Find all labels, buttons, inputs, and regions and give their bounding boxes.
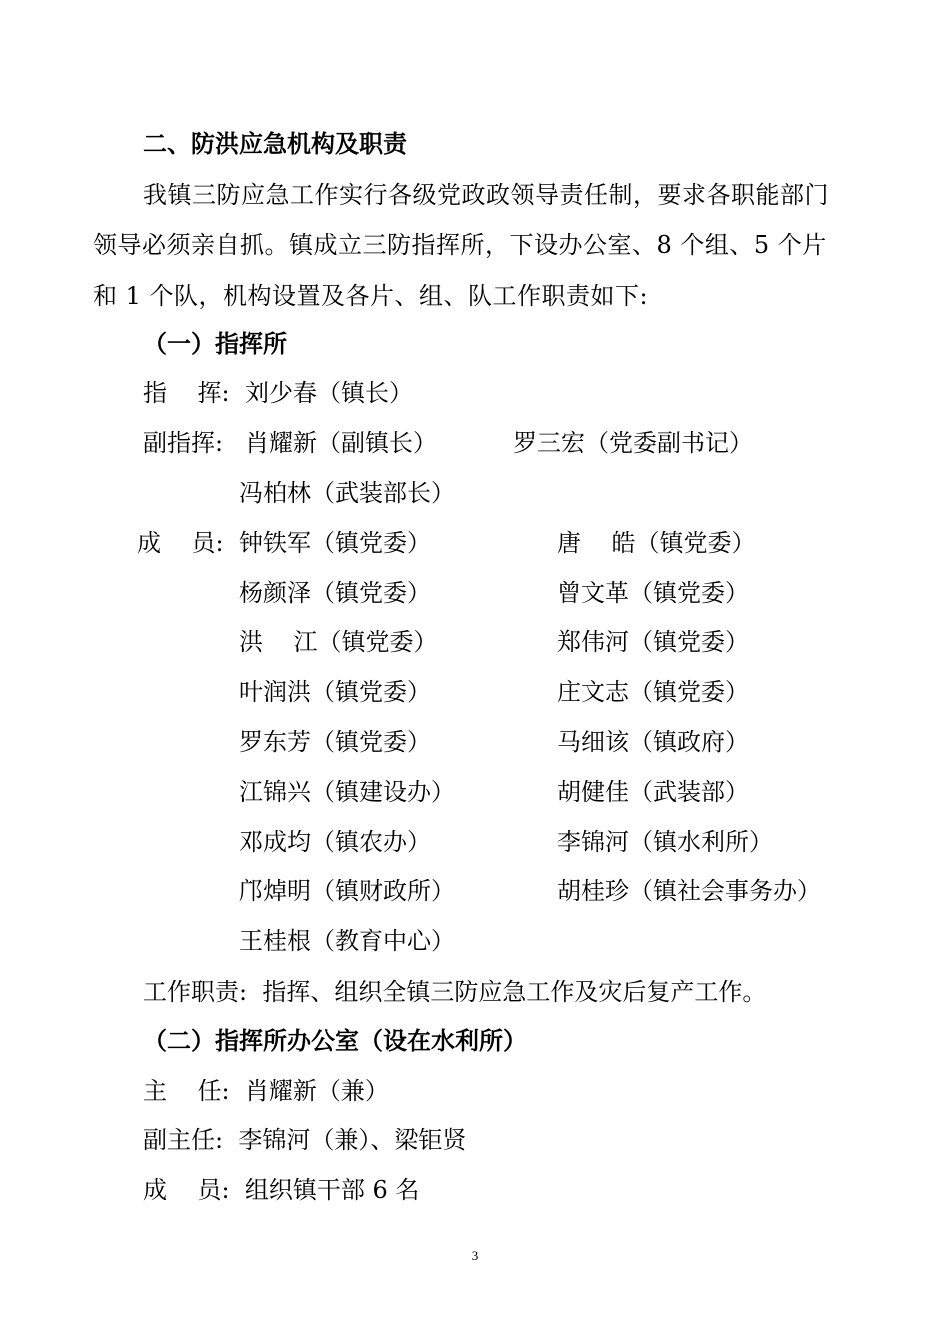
commander-label: 指 挥: (143, 379, 230, 407)
member-right: 曾文革（镇党委） (557, 579, 749, 607)
intro-line-3: 和 1 个队，机构设置及各片、组、队工作职责如下: (93, 282, 649, 310)
commander-name: 刘少春（镇长） (245, 379, 413, 407)
deputy-label: 副指挥: (143, 429, 224, 457)
member-left: 邝焯明（镇财政所） (239, 877, 455, 905)
member-left: 邓成均（镇农办） (239, 828, 431, 856)
members-label: 成 员: (137, 529, 224, 557)
member-left: 洪 江（镇党委） (239, 628, 438, 656)
section-heading: 二、防洪应急机构及职责 (143, 129, 407, 158)
office-members: 成 员: 组织镇干部 6 名 (143, 1176, 420, 1204)
page-number: 3 (471, 1248, 479, 1263)
member-right: 马细该（镇政府） (557, 728, 749, 756)
deputy-name: 肖耀新（副镇长） (245, 429, 437, 457)
deputy-name: 罗三宏（党委副书记） (513, 429, 753, 457)
intro-line-1: 我镇三防应急工作实行各级党政政领导责任制，要求各职能部门 (143, 181, 829, 209)
member-left: 叶润洪（镇党委） (239, 678, 431, 706)
member-right: 庄文志（镇党委） (557, 678, 749, 706)
member-left: 杨颜泽（镇党委） (239, 579, 431, 607)
subsection-2-heading: （二）指挥所办公室（设在水利所） (143, 1026, 527, 1055)
member-right: 胡桂珍（镇社会事务办） (557, 877, 821, 905)
member-right: 郑伟河（镇党委） (557, 628, 749, 656)
member-left: 钟铁军（镇党委） (239, 529, 431, 557)
subsection-1-heading: （一）指挥所 (143, 329, 287, 358)
deputy-name: 冯柏林（武装部长） (239, 479, 455, 507)
office-director: 主 任: 肖耀新（兼） (143, 1077, 389, 1105)
member-right: 胡健佳（武装部） (557, 778, 749, 806)
member-right: 李锦河（镇水利所） (557, 828, 773, 856)
member-left: 罗东芳（镇党委） (239, 728, 431, 756)
member-left: 王桂根（教育中心） (239, 927, 455, 955)
intro-line-2: 领导必须亲自抓。镇成立三防指挥所，下设办公室、8 个组、5 个片 (93, 231, 827, 259)
member-right: 唐 皓（镇党委） (557, 529, 756, 557)
duty-text: 工作职责: 指挥、组织全镇三防应急工作及灾后复产工作。 (143, 978, 767, 1006)
office-deputy-director: 副主任: 李锦河（兼）、梁钜贤 (143, 1126, 467, 1154)
member-left: 江锦兴（镇建设办） (239, 778, 455, 806)
